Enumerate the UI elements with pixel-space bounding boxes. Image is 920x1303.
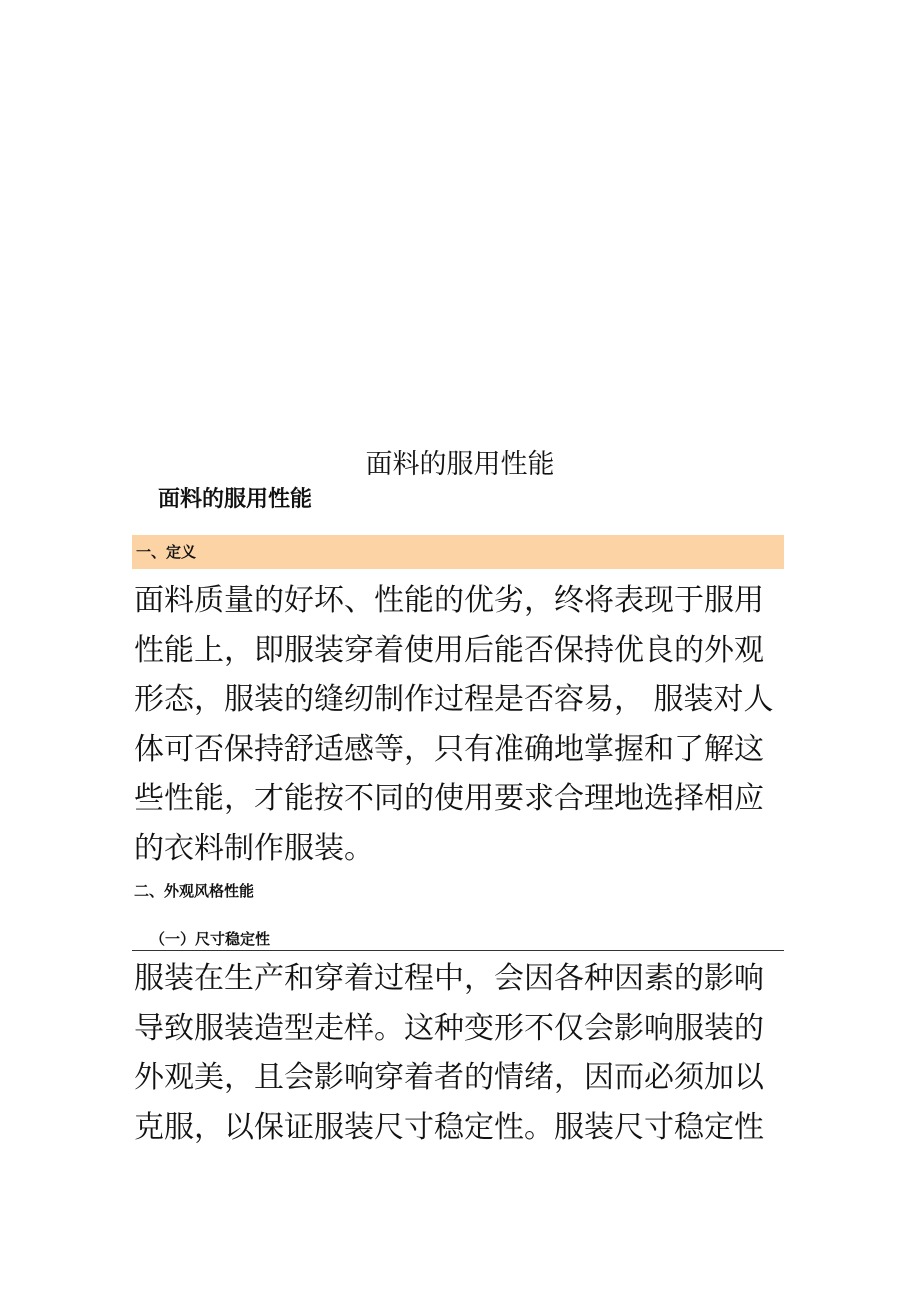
paragraph-line: 的衣料制作服装。: [134, 830, 374, 866]
section-heading-definition: 一、定义: [132, 535, 784, 569]
paragraph-line: 形态，服装的缝纫制作过程是否容易， 服装对人: [134, 682, 774, 718]
paragraph-line: 面料质量的好坏、性能的优劣，终将表现于服用: [134, 583, 764, 618]
document-title: 面料的服用性能: [365, 449, 555, 480]
document-subtitle: 面料的服用性能: [158, 487, 313, 512]
paragraph-line: 服装在生产和穿着过程中，会因各种因素的影响: [134, 961, 764, 996]
paragraph-line: 克服，以保证服装尺寸稳定性。服装尺寸稳定性: [134, 1109, 764, 1145]
subsection-heading-dimensional-stability: （一）尺寸稳定性: [132, 927, 784, 951]
paragraph-line: 些性能，才能按不同的使用要求合理地选择相应: [134, 781, 764, 817]
paragraph-line: 外观美，且会影响穿着者的情绪，因而必须加以: [134, 1060, 764, 1096]
section-heading-appearance: 二、外观风格性能: [134, 882, 255, 900]
paragraph-line: 性能上，即服装穿着使用后能否保持优良的外观: [134, 632, 764, 668]
definition-paragraph: [134, 576, 774, 874]
paragraph-line: 导致服装造型走样。这种变形不仅会影响服装的: [134, 1010, 764, 1046]
paragraph-line: 体可否保持舒适感等，只有准确地掌握和了解这: [134, 731, 764, 767]
dimensional-stability-paragraph: [134, 954, 774, 1152]
